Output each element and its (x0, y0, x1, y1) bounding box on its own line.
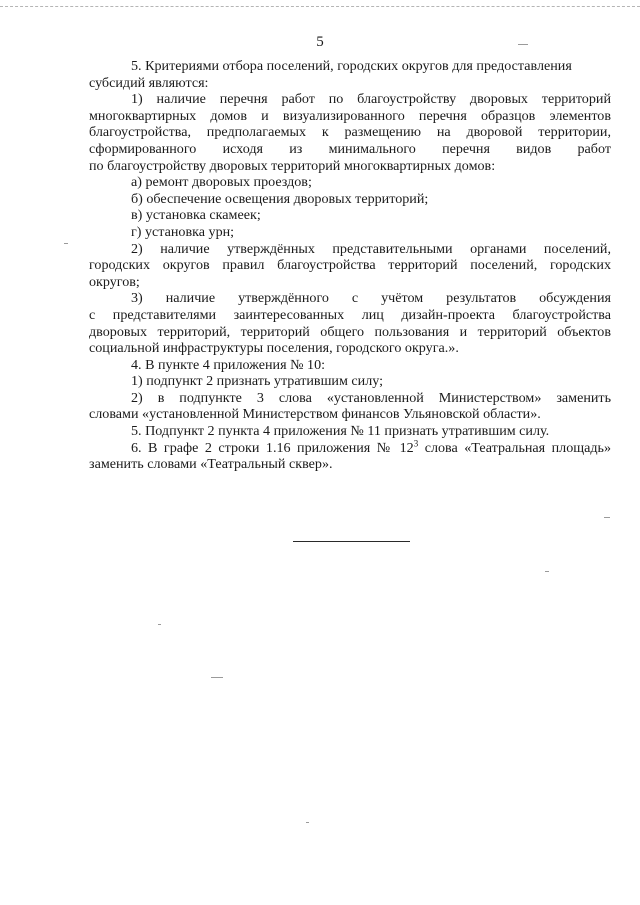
scan-speck (158, 624, 161, 625)
sub-item-a (89, 174, 611, 191)
page-number: 5 (316, 34, 324, 50)
scan-speck (604, 517, 610, 518)
scan-speck (518, 44, 528, 45)
text-line: а) ремонт дворовых проездов; (131, 174, 312, 191)
paragraph-criteria-cont (89, 75, 611, 92)
sub-item-g (89, 224, 611, 241)
page-top-border (0, 6, 640, 7)
text-line: 3) наличие утверждённого с учётом результатов обсуждения (131, 290, 611, 307)
end-rule (293, 541, 410, 542)
paragraph-5 (89, 423, 611, 440)
paragraph-4-item-2-cont (89, 406, 611, 423)
document-body (89, 58, 611, 473)
text-line: благоустройства, предполагаемых к размещению на дворовой территории, (89, 124, 611, 141)
scan-speck (64, 243, 68, 244)
text-line: г) установка урн; (131, 223, 235, 240)
text-line: 4. В пункте 4 приложения № 10: (131, 356, 326, 373)
text-line: 1) наличие перечня работ по благоустройству дворовых территорий (131, 91, 611, 108)
text-line: 5. Подпункт 2 пункта 4 приложения № 11 признать утратившим силу. (131, 423, 550, 440)
text-line: сформированного исходя из минимального перечня видов работ (89, 140, 611, 157)
paragraph-4 (89, 357, 611, 374)
sub-item-v (89, 207, 611, 224)
list-item-3-cont (89, 307, 611, 357)
list-item-2-cont (89, 257, 611, 290)
paragraph-6 (89, 437, 611, 457)
text-line: б) обеспечение освещения дворовых территорий; (131, 190, 429, 207)
text-line: словами «установленной Министерством финансов Ульяновской области». (89, 406, 541, 423)
paragraph-4-item-1 (89, 373, 611, 390)
scan-speck (306, 822, 309, 823)
paragraph-criteria (89, 58, 611, 75)
list-item-1 (89, 91, 611, 108)
text-line: 5. Критериями отбора поселений, городских округов для предоставления (131, 58, 572, 74)
text-line: 2) в подпункте 3 слова «установленной Министерством» заменить (131, 389, 611, 406)
scan-speck (211, 677, 223, 678)
text-line: социальной инфраструктуры поселения, городского округа.». (89, 340, 459, 357)
text-fragment: слова «Театральная площадь» (418, 439, 611, 456)
text-line: субсидий являются: (89, 74, 209, 91)
text-fragment: 6. В графе 2 строки 1.16 приложения № 12 (131, 439, 414, 456)
text-line: 2) наличие утверждённых представительными органами поселений, (131, 240, 611, 257)
text-line: округов; (89, 273, 140, 290)
text-line: дворовых территорий, территорий общего пользования и территорий объектов (89, 323, 611, 340)
text-line: с представителями заинтересованных лиц дизайн-проекта благоустройства (89, 306, 611, 323)
text-line: многоквартирных домов и визуализированного перечня образцов элементов (89, 107, 611, 124)
paragraph-6-cont (89, 456, 611, 473)
list-item-3 (89, 290, 611, 307)
text-line: по благоустройству дворовых территорий многоквартирных домов: (89, 157, 496, 174)
scan-speck (545, 571, 549, 572)
list-item-1-cont (89, 108, 611, 174)
sub-item-b (89, 191, 611, 208)
text-line: городских округов правил благоустройства территорий поселений, городских (89, 257, 611, 274)
text-line: 1) подпункт 2 признать утратившим силу; (131, 373, 384, 390)
text-line: заменить словами «Театральный сквер». (89, 456, 333, 473)
text-line: в) установка скамеек; (131, 207, 261, 224)
list-item-2 (89, 241, 611, 258)
text-line (89, 437, 611, 457)
superscript: 3 (413, 437, 419, 448)
paragraph-4-item-2 (89, 390, 611, 407)
